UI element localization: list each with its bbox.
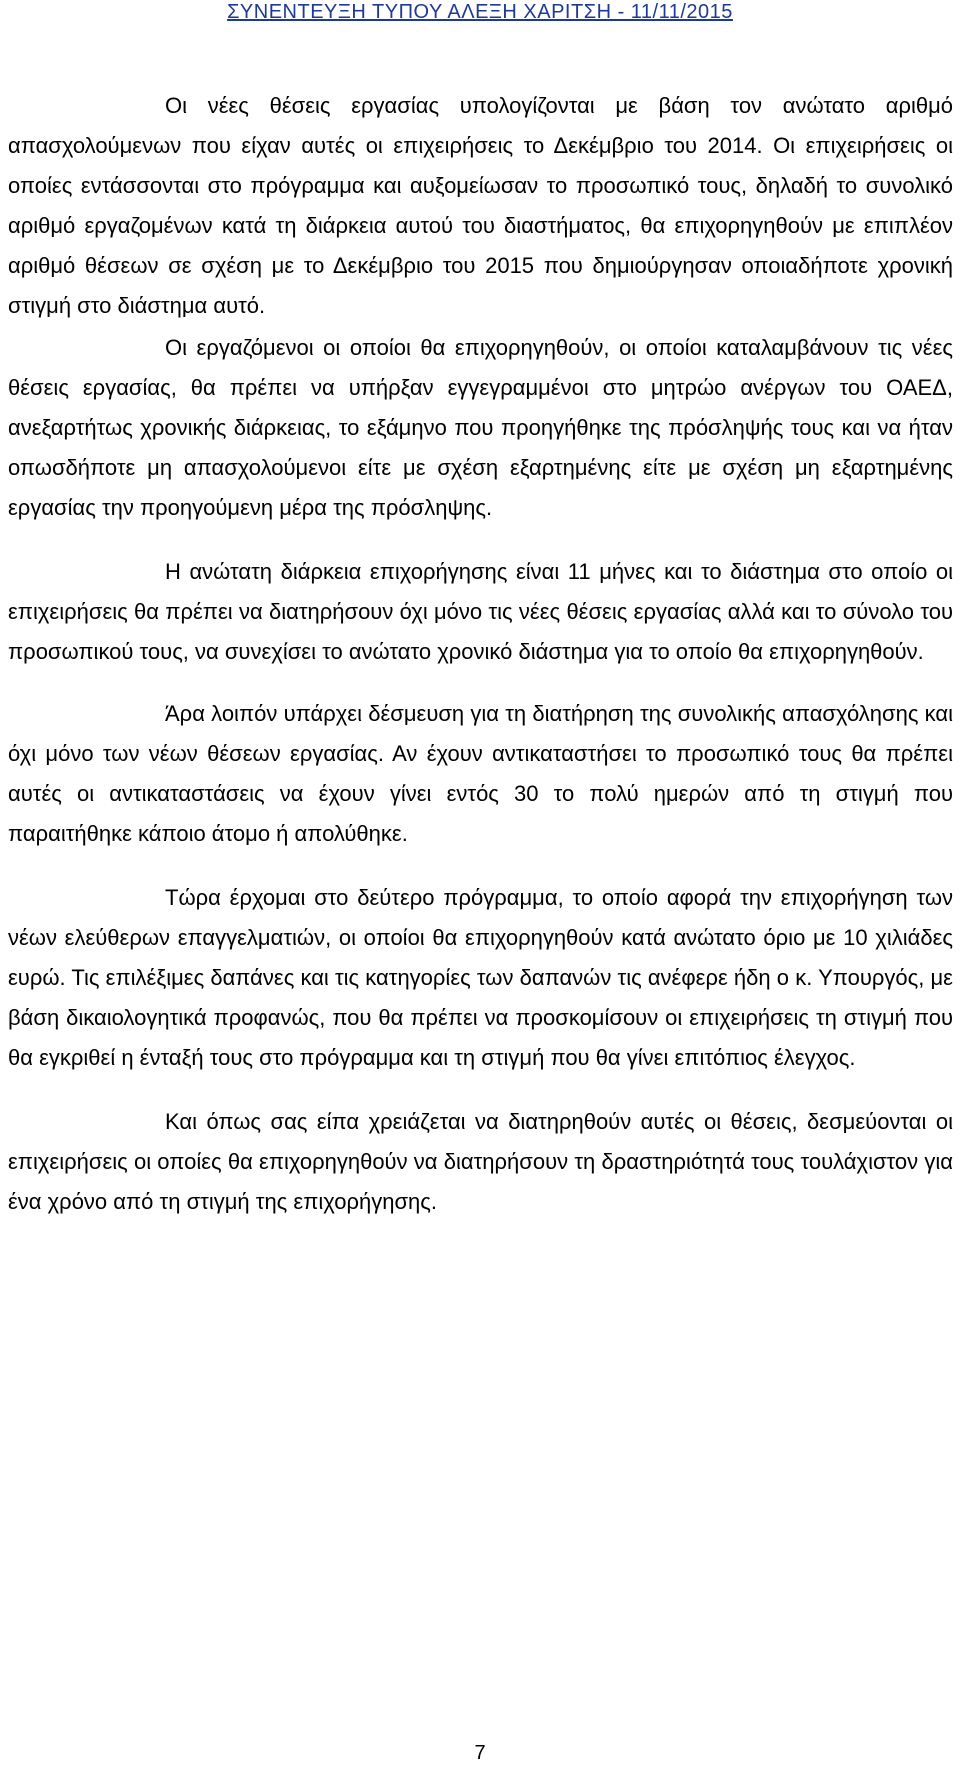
document-body [8,86,953,1222]
paragraph: Οι εργαζόμενοι οι οποίοι θα επιχορηγηθούν, οι οποίοι καταλαμβάνουν τις νέες θέσεις εργασίας, θα πρέπει να υπήρξαν εγγεγραμμένοι στο μητρώο ανέργων του ΟΑΕΔ, ανεξαρτήτως χρονικής διάρκειας, το εξάμηνο που προηγήθηκε της πρόσληψής τους και να ήταν οπωσδήποτε μη απασχολούμενοι είτε με σχέση εξαρτημένης είτε με σχέση μη εξαρτημένης εργασίας την προηγούμενη μέρα της πρόσληψης. [8,335,953,520]
paragraph: Τώρα έρχομαι στο δεύτερο πρόγραμμα, το οποίο αφορά την επιχορήγηση των νέων ελεύθερων επαγγελματιών, οι οποίοι θα επιχορηγηθούν κατά ανώτατο όριο με 10 χιλιάδες ευρώ. Τις επιλέξιμες δαπάνες και τις κατηγορίες των δαπανών τις ανέφερε ήδη ο κ. Υπουργός, με βάση δικαιολογητικά προφανώς, που θα πρέπει να προσκομίσουν οι επιχειρήσεις τη στιγμή που θα εγκριθεί η ένταξή τους στο πρόγραμμα και τη στιγμή που θα γίνει επιτόπιος έλεγχος. [8,885,953,1070]
paragraph: Άρα λοιπόν υπάρχει δέσμευση για τη διατήρηση της συνολικής απασχόλησης και όχι μόνο των νέων θέσεων εργασίας. Αν έχουν αντικαταστήσει το προσωπικό τους θα πρέπει αυτές οι αντικαταστάσεις να έχουν γίνει εντός 30 το πολύ ημερών από τη στιγμή που παραιτήθηκε κάποιο άτομο ή απολύθηκε. [8,701,953,846]
page-number: 7 [474,1742,486,1764]
paragraph: Η ανώτατη διάρκεια επιχορήγησης είναι 11 μήνες και το διάστημα στο οποίο οι επιχειρήσεις θα πρέπει να διατηρήσουν όχι μόνο τις νέες θέσεις εργασίας αλλά και το σύνολο του προσωπικού τους, να συνεχίσει το ανώτατο χρονικό διάστημα για το οποίο θα επιχορηγηθούν. [8,559,953,664]
page-header [0,0,960,24]
paragraph: Οι νέες θέσεις εργασίας υπολογίζονται με βάση τον ανώτατο αριθμό απασχολούμενων που είχαν αυτές οι επιχειρήσεις το Δεκέμβριο του 2014. Οι επιχειρήσεις οι οποίες εντάσσονται στο πρόγραμμα και αυξομείωσαν το προσωπικό τους, δηλαδή το συνολικό αριθμό εργαζομένων κατά τη διάρκεια αυτού του διαστήματος, θα επιχορηγηθούν με επιπλέον αριθμό θέσεων σε σχέση με το Δεκέμβριο του 2015 που δημιούργησαν οποιαδήποτε χρονική στιγμή στο διάστημα αυτό. [8,93,953,318]
paragraph: Και όπως σας είπα χρειάζεται να διατηρηθούν αυτές οι θέσεις, δεσμεύονται οι επιχειρήσεις οι οποίες θα επιχορηγηθούν να διατηρήσουν τη δραστηριότητά τους τουλάχιστον για ένα χρόνο από τη στιγμή της επιχορήγησης. [8,1109,953,1214]
document-title: ΣΥΝΕΝΤΕΥΞΗ ΤΥΠΟΥ ΑΛΕΞΗ ΧΑΡΙΤΣΗ - 11/11/2015 [227,1,733,23]
